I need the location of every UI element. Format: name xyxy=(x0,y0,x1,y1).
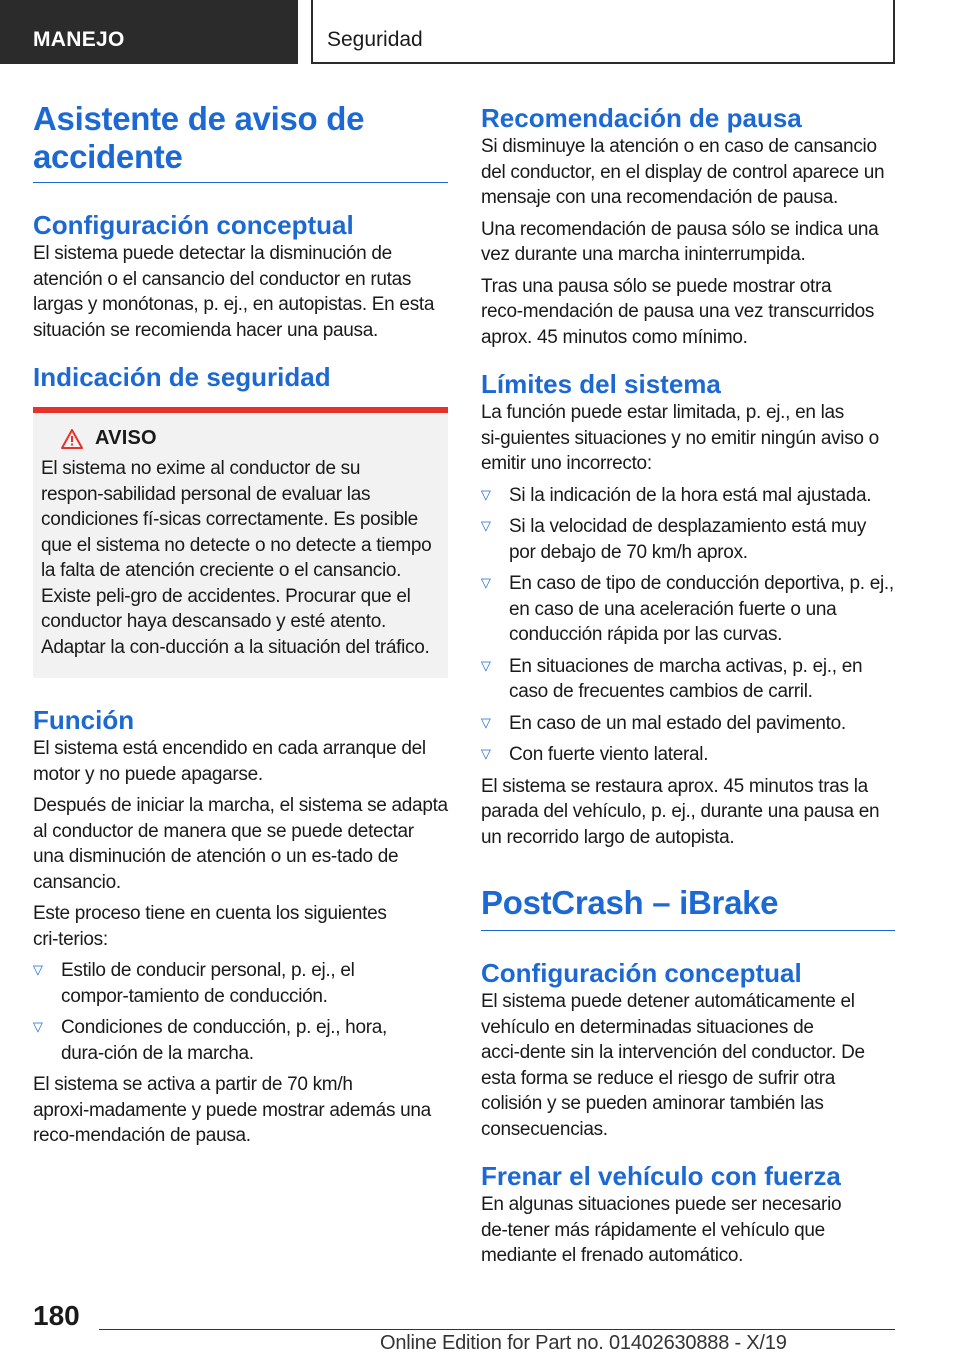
heading-function: Función xyxy=(33,705,135,735)
pause-paragraph-1: Si disminuye la atención o en caso de cansancio del conductor, en el display de control aparece un mensaje con una recomendación de pausa. xyxy=(481,136,885,208)
function-paragraph-1: El sistema está encendido en cada arranque del motor y no puede apagarse. xyxy=(33,738,426,785)
heading-postcrash-concept: Configuración conceptual xyxy=(481,958,802,988)
page-number: 180 xyxy=(33,1300,80,1331)
limits-list xyxy=(481,483,895,768)
heading-pause-recommendation: Recomendación de pausa xyxy=(481,103,802,133)
concept-text: El sistema puede detectar la disminución de atención o el cansancio del conductor en rutas largas y monótonas, p. ej., en autopistas. En esta situación se recomienda hacer una pausa. xyxy=(33,243,435,341)
warning-title xyxy=(41,427,440,450)
heading-system-limits: Límites del sistema xyxy=(481,369,721,399)
footer-edition xyxy=(380,1332,787,1355)
edition-text: Online Edition for Part no. 01402630888 - X/19 xyxy=(380,1332,787,1354)
heading-safety: Indicación de seguridad xyxy=(33,362,331,392)
warning-triangle-icon xyxy=(61,429,83,449)
header-chapter-tab xyxy=(311,0,895,64)
list-item: ▷ Estilo de conducir personal, p. ej., el compor‑tamiento de conducción. xyxy=(33,958,448,1009)
section-title-postcrash: PostCrash – iBrake xyxy=(481,884,779,921)
function-paragraph-4: El sistema se activa a partir de 70 km/h aproxi‑madamente y puede mostrar además una reco‑mendación de pausa. xyxy=(33,1074,431,1146)
section-title-accident-warning: Asistente de aviso de accidente xyxy=(33,100,365,175)
header-section-label: MANEJO xyxy=(33,28,125,51)
brake-text: En algunas situaciones puede ser necesario de‑tener más rápidamente el vehículo que mediante el frenado automático. xyxy=(481,1194,842,1266)
list-item: ▷ Si la indicación de la hora está mal ajustada. xyxy=(481,483,895,509)
list-item: ▷ Con fuerte viento lateral. xyxy=(481,742,895,768)
heading-brake-hard: Frenar el vehículo con fuerza xyxy=(481,1161,841,1191)
pause-paragraph-3: Tras una pausa sólo se puede mostrar otra reco‑mendación de pausa una vez transcurridos aprox. 45 minutos como mínimo. xyxy=(481,275,875,348)
list-item: ▷ Condiciones de conducción, p. ej., hora, dura‑ción de la marcha. xyxy=(33,1015,448,1066)
list-item: ▷ En caso de un mal estado del pavimento. xyxy=(481,711,895,737)
header-section-tab xyxy=(0,0,298,64)
limits-intro: La función puede estar limitada, p. ej., en las si‑guientes situaciones y no emitir ningún aviso o emitir uno incorrecto: xyxy=(481,402,879,474)
footer-divider xyxy=(99,1329,895,1330)
warning-box xyxy=(33,407,448,678)
pause-paragraph-2: Una recomendación de pausa sólo se indica una vez durante una marcha ininterrumpida. xyxy=(481,218,879,265)
criteria-list xyxy=(33,958,448,1066)
list-item: ▷ Si la velocidad de desplazamiento está muy por debajo de 70 km/h aprox. xyxy=(481,514,895,565)
postcrash-divider xyxy=(481,930,895,931)
warning-text: El sistema no exime al conductor de su respon‑sabilidad personal de evaluar las condiciones fí‑sicas correctamente. Es posible que el sistema no detecte o no detecte a tiempo la falta de atención creciente o el cansancio. Existe peli‑gro de accidentes. Procurar que el conductor haya descansado y esté atento. Adaptar la con‑ducción a la situación del tráfico. xyxy=(41,458,432,658)
header-chapter-label: Seguridad xyxy=(327,28,423,51)
limits-outro: El sistema se restaura aprox. 45 minutos tras la parada del vehículo, p. ej., durante una pausa en un recorrido largo de autopista. xyxy=(481,775,880,848)
list-item: ▷ En caso de tipo de conducción deportiva, p. ej., en caso de una aceleración fuerte o una conducción rápida por las curvas. xyxy=(481,571,895,648)
list-item: ▷ En situaciones de marcha activas, p. ej., en caso de frecuentes cambios de carril. xyxy=(481,654,895,705)
warning-label: AVISO xyxy=(95,427,157,449)
left-column xyxy=(33,100,448,1149)
postcrash-concept-text: El sistema puede detener automáticamente el vehículo en determinadas situaciones de acci‑dente sin la intervención del conductor. De esta forma se reduce el riesgo de sufrir otra colisión y se pueden aminorar también las consecuencias. xyxy=(481,991,865,1140)
function-paragraph-2: Después de iniciar la marcha, el sistema se adapta al conductor de manera que se puede detectar una disminución de atención o un es‑tado de cansancio. xyxy=(33,795,448,893)
title-divider xyxy=(33,182,448,183)
function-paragraph-3: Este proceso tiene en cuenta los siguientes cri‑terios: xyxy=(33,903,387,950)
heading-concept: Configuración conceptual xyxy=(33,210,354,240)
right-column xyxy=(481,100,895,1269)
